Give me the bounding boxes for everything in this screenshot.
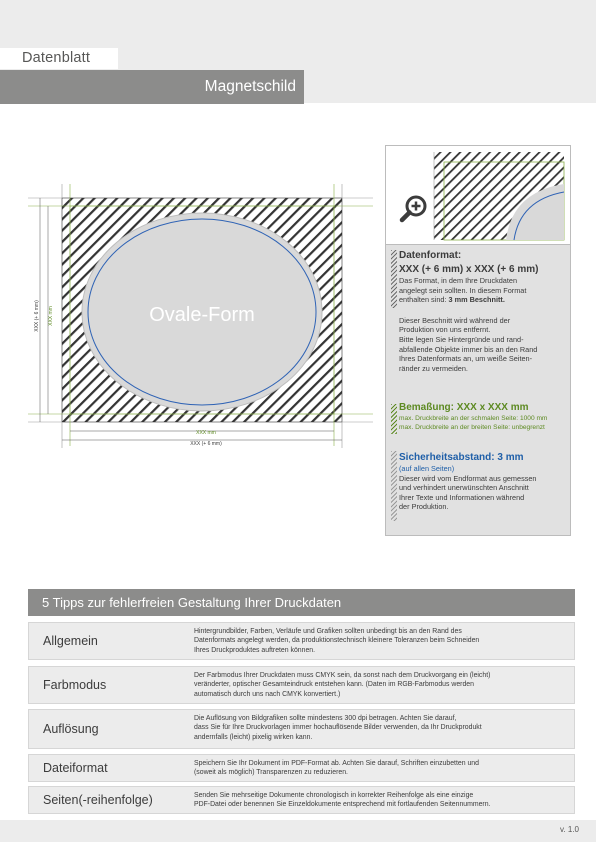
tip-row-seiten [28, 786, 575, 814]
tip-label: Dateiformat [43, 761, 108, 775]
tip-text: Der Farbmodus Ihrer Druckdaten muss CMYK sein, da sonst nach dem Druckvorgang ein (leicht) veränderter, optischer Gesamteindruck entstehen kann. (Daten im RGB-Farbmodus werden automatisch durch uns nach CMYK konvertiert.) [194, 672, 491, 698]
format-diagram [28, 184, 378, 449]
format-desc-line: angelegt sein sollten. In diesem Format [399, 285, 527, 295]
safety-section [399, 452, 569, 512]
tip-text: Die Auflösung von Bildgrafiken sollte mindestens 300 dpi betragen. Achten Sie darauf, dass Sie für Ihre Druckvorlagen immer hochauflösende Bilder verwenden, da Ihr Druckprodukt andernfalls (leicht) pixelig wirken kann. [194, 715, 482, 741]
bleed-line: abfallende Objekte immer bis an den Rand [399, 344, 538, 354]
safety-marker [391, 451, 397, 521]
tip-text: Hintergrundbilder, Farben, Verläufe und Grafiken sollten unbedingt bis an den Rand des Datenformats angelegt werden, da produktionstechnisch kleinere Toleranzen beim Schneiden Ihres Druckproduktes auftreten können. [194, 628, 480, 654]
dim-inner-v-label: XXX mm [48, 306, 54, 326]
dimension-section [399, 402, 571, 432]
safety-sub: (auf allen Seiten) [399, 464, 455, 473]
dimension-marker [391, 404, 397, 434]
tip-text: Speichern Sie Ihr Dokument im PDF-Format ab. Achten Sie darauf, Schriften einzubetten und (soweit als möglich) Transparenzen zu reduzieren. [194, 760, 479, 777]
format-size: XXX (+ 6 mm) x XXX (+ 6 mm) [399, 264, 539, 275]
safety-line: und verhindert unerwünschten Anschnitt [399, 483, 529, 493]
bleed-line: ränder zu vermeiden. [399, 363, 468, 373]
dim-outer-v-label: XXX (+ 6 mm) [34, 300, 40, 332]
detail-zoom-box [385, 145, 571, 245]
tip-label: Seiten(-reihenfolge) [43, 793, 153, 807]
format-marker [391, 250, 397, 308]
bleed-line: Ihres Datenformats an, um weiße Seiten- [399, 354, 533, 364]
tip-row-allgemein [28, 622, 575, 660]
dim-inner-h-label: XXX mm [196, 430, 216, 436]
tips-heading: 5 Tipps zur fehlerfreien Gestaltung Ihrer Druckdaten [28, 589, 575, 616]
tip-row-aufloesung [28, 709, 575, 749]
footer-band [0, 820, 596, 842]
safety-line: Dieser wird vom Endformat aus gemessen [399, 473, 537, 483]
format-title: Datenformat: [399, 250, 462, 261]
tip-row-dateiformat [28, 754, 575, 782]
format-desc-line: enthalten sind: 3 mm Beschnitt. [399, 295, 505, 305]
safety-line: Ihrer Texte und Informationen während [399, 492, 525, 502]
magnifier-plus-icon [399, 194, 429, 229]
shape-label: Ovale-Form [149, 304, 255, 326]
tip-text: Senden Sie mehrseitige Dokumente chronologisch in korrekter Reihenfolge als eine einzige PDF-Datei oder benennen Sie Einzeldokumente entsprechend mit fortlaufenden Seitennummern. [194, 792, 491, 809]
tip-label: Auflösung [43, 722, 99, 736]
dim-outer-h-label: XXX (+ 6 mm) [190, 441, 222, 447]
dimension-line: max. Druckbreite an der breiten Seite: unbegrenzt [399, 424, 545, 431]
safety-line: der Produktion. [399, 502, 449, 512]
bleed-line: Produktion von uns entfernt. [399, 325, 491, 335]
tip-label: Farbmodus [43, 678, 107, 692]
format-desc-bold: 3 mm Beschnitt. [448, 295, 505, 305]
dimension-line: max. Druckbreite an der schmalen Seite: 1000 mm [399, 415, 548, 422]
dimension-title: Bemaßung: XXX x XXX mm [399, 402, 529, 413]
format-section [399, 250, 569, 373]
product-title: Magnetschild [0, 70, 304, 104]
datasheet-label: Datenblatt [0, 48, 118, 69]
version-label: v. 1.0 [560, 825, 579, 834]
tip-label: Allgemein [43, 634, 98, 648]
tip-row-farbmodus [28, 666, 575, 704]
bleed-line: Bitte legen Sie Hintergründe und rand- [399, 334, 524, 344]
safety-title: Sicherheitsabstand: 3 mm [399, 452, 524, 463]
bleed-line: Dieser Beschnitt wird während der [399, 315, 511, 325]
format-desc-line: Das Format, in dem Ihre Druckdaten [399, 276, 518, 285]
